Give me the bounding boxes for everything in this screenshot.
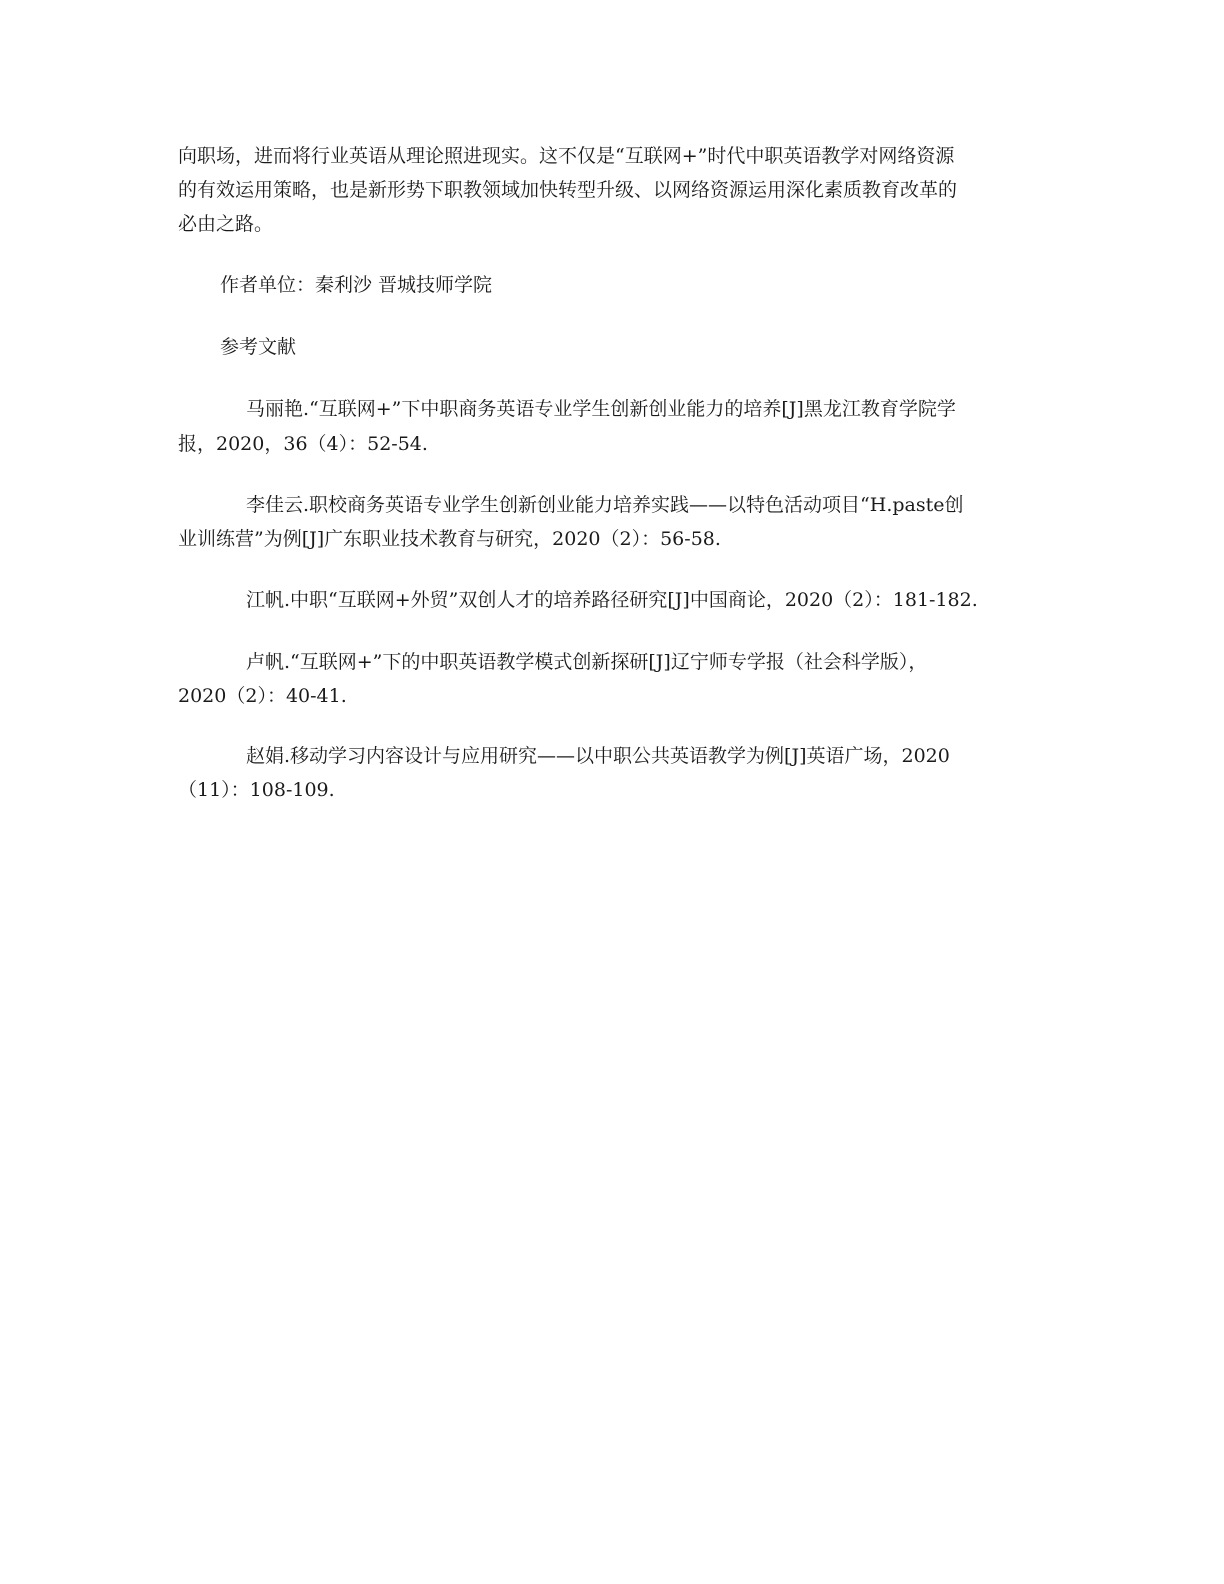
reference-2-line-1: 李佳云.职校商务英语专业学生创新创业能力培养实践——以特色活动项目“H.paste创 — [246, 494, 964, 516]
reference-5-line-2: （11）：108-109. — [178, 779, 335, 801]
author-affiliation: 作者单位：秦利沙 晋城技师学院 — [220, 274, 493, 296]
body-line-1: 向职场，进而将行业英语从理论照进现实。这不仅是“互联网+”时代中职英语教学对网络资源 — [178, 145, 955, 167]
reference-4-line-1: 卢帆.“互联网+”下的中职英语教学模式创新探研[J]辽宁师专学报（社会科学版）， — [246, 651, 928, 673]
reference-3-line-1: 江帆.中职“互联网+外贸”双创人才的培养路径研究[J]中国商论，2020（2）：181-182. — [246, 589, 978, 611]
references-heading: 参考文献 — [220, 336, 297, 358]
body-line-2: 的有效运用策略，也是新形势下职教领域加快转型升级、以网络资源运用深化素质教育改革的 — [178, 179, 958, 201]
reference-1-line-1: 马丽艳.“互联网+”下中职商务英语专业学生创新创业能力的培养[J]黑龙江教育学院学 — [246, 398, 956, 420]
reference-1-line-2: 报，2020，36（4）：52-54. — [178, 433, 428, 455]
reference-2-line-2: 业训练营”为例[J]广东职业技术教育与研究，2020（2）：56-58. — [178, 528, 721, 550]
reference-5-line-1: 赵娟.移动学习内容设计与应用研究——以中职公共英语教学为例[J]英语广场，2020 — [246, 745, 950, 767]
body-line-3: 必由之路。 — [178, 213, 274, 235]
reference-4-line-2: 2020（2）：40-41. — [178, 685, 347, 707]
